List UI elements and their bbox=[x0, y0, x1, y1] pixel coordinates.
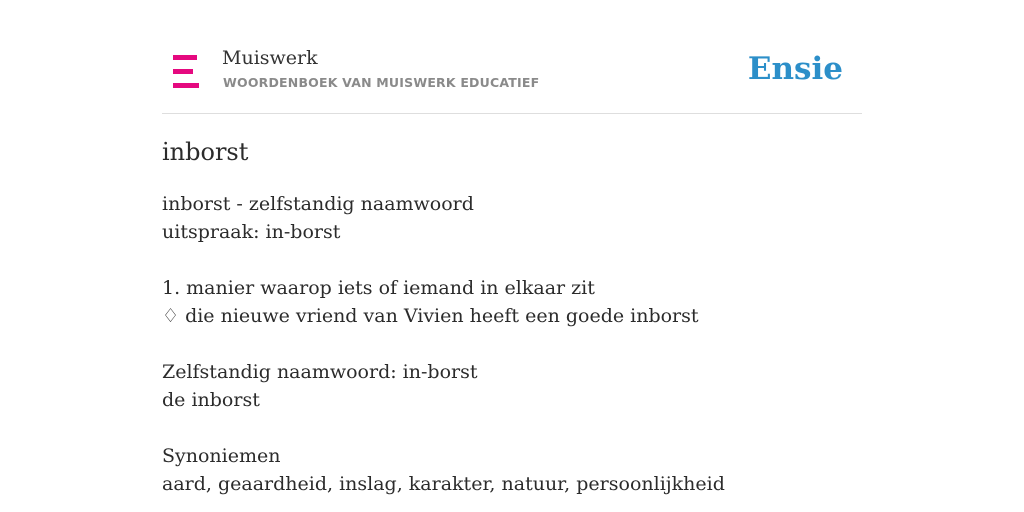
entry-line-article: de inborst bbox=[162, 389, 260, 411]
muiswerk-logo-icon[interactable] bbox=[173, 55, 199, 88]
entry-line-spacer bbox=[162, 414, 862, 442]
entry-line-synonyms-heading: Synoniemen bbox=[162, 445, 281, 467]
entry-line-example: ♢ die nieuwe vriend van Vivien heeft een goede inborst bbox=[162, 305, 699, 327]
entry-line-spacer bbox=[162, 246, 862, 274]
ensie-brand-link[interactable]: Ensie bbox=[747, 51, 843, 87]
site-name[interactable]: Muiswerk bbox=[222, 47, 318, 69]
logo-bar-bottom bbox=[173, 83, 199, 88]
entry-body bbox=[162, 190, 862, 498]
entry-line-definition: 1. manier waarop iets of iemand in elkaar zit bbox=[162, 277, 595, 299]
entry-title: inborst bbox=[162, 138, 249, 166]
logo-bar-middle bbox=[173, 69, 193, 74]
page-container bbox=[162, 0, 862, 512]
entry-line-synonyms-list: aard, geaardheid, inslag, karakter, natuur, persoonlijkheid bbox=[162, 473, 725, 495]
entry-line-word-type: inborst - zelfstandig naamwoord bbox=[162, 193, 474, 215]
entry-line-pronunciation: uitspraak: in-borst bbox=[162, 221, 341, 243]
entry-line-spacer bbox=[162, 330, 862, 358]
site-header bbox=[162, 0, 862, 114]
entry-line-hyphenation: Zelfstandig naamwoord: in-borst bbox=[162, 361, 478, 383]
site-subtitle: WOORDENBOEK VAN MUISWERK EDUCATIEF bbox=[223, 75, 540, 90]
logo-bar-top bbox=[173, 55, 197, 60]
